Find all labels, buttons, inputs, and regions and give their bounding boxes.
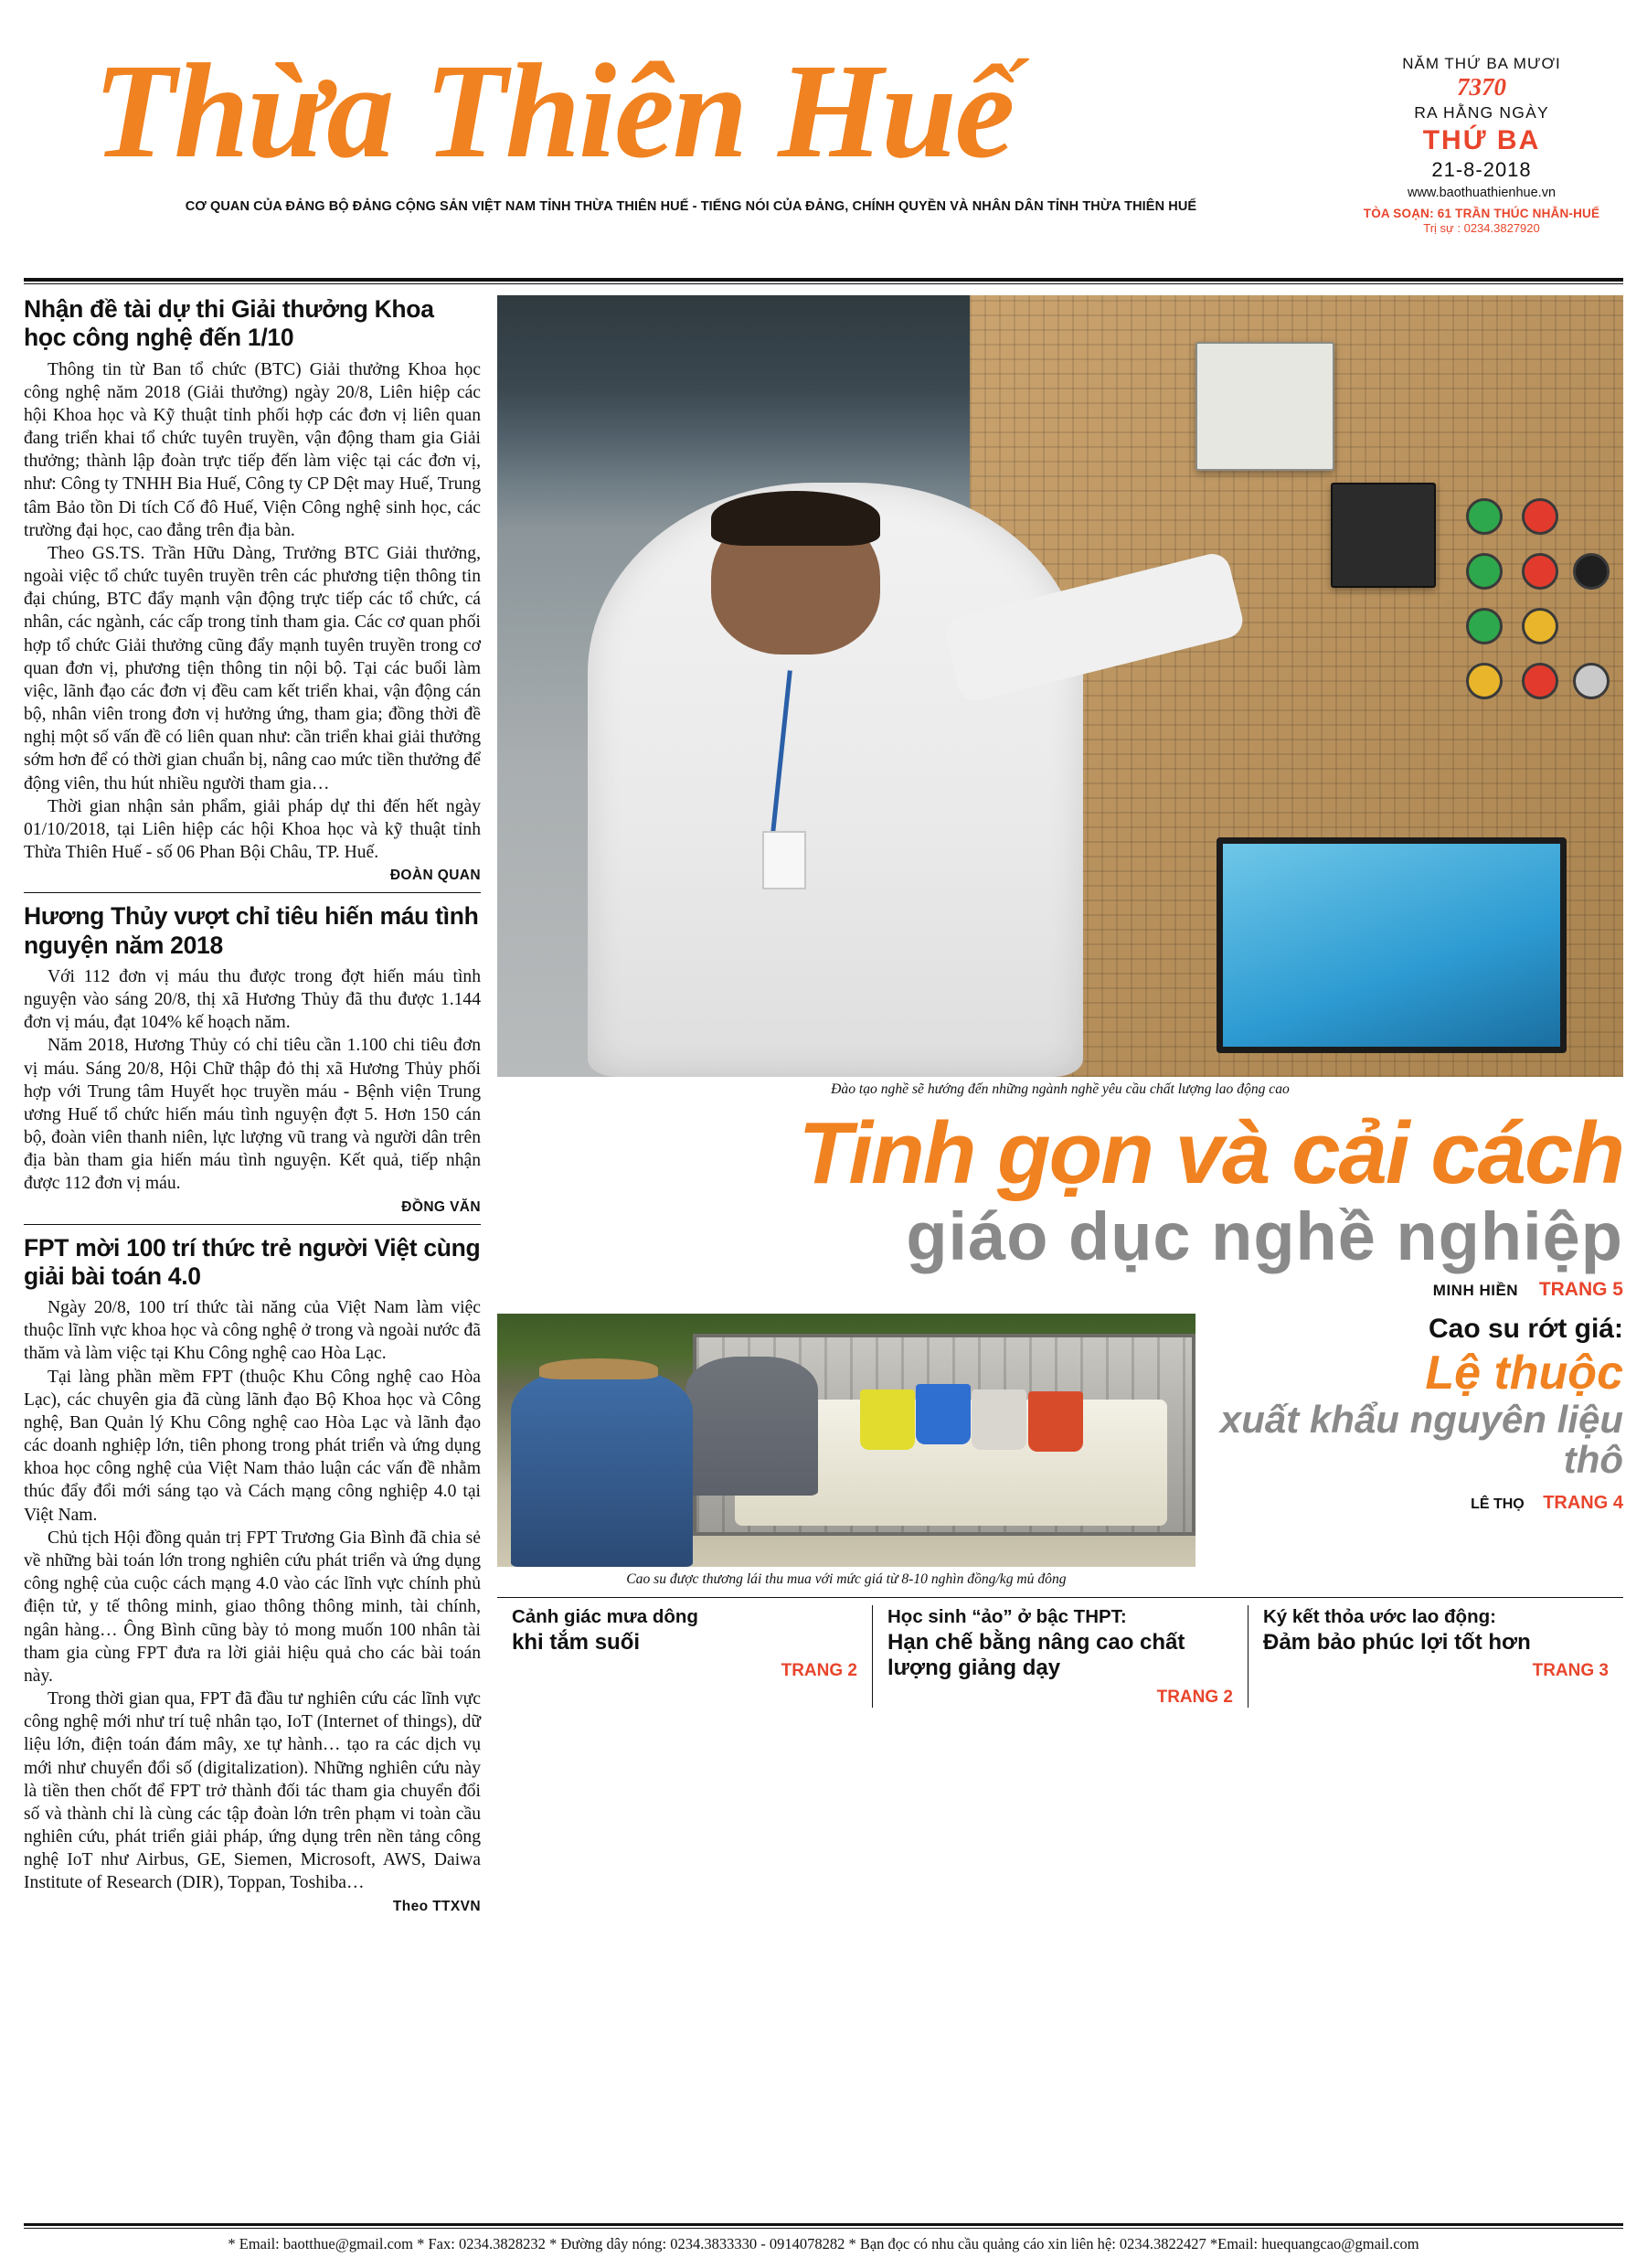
teaser-item-2[interactable] (872, 1605, 1248, 1709)
photo-indicator-green (1466, 608, 1503, 644)
teaser-1-kicker: Cảnh giác mưa dông (512, 1605, 698, 1627)
rubber-promo-line1: Lệ thuộc (1425, 1346, 1623, 1400)
main-photo (497, 295, 1623, 1077)
teaser-3-kicker: Ký kết thỏa ước lao động: (1263, 1605, 1496, 1627)
photo-indicator-red (1522, 553, 1558, 590)
feature-headline-line2: giáo dục nghề nghiệp (906, 1198, 1623, 1275)
article-1-headline[interactable]: Nhận đề tài dự thi Giải thưởng Khoa học công nghệ đến 1/10 (24, 295, 434, 352)
rubber-promo-line2: xuất khẩu nguyên liệu thô (1219, 1397, 1623, 1481)
teaser-3-main: Đảm bảo phúc lợi tốt hơn (1263, 1629, 1531, 1655)
footer-divider (24, 2223, 1623, 2226)
article-2-paragraph: Năm 2018, Hương Thủy có chỉ tiêu cần 1.100 chi tiêu đơn vị máu. Sáng 20/8, Hội Chữ thập đỏ thị xã Hương Thủy phối hợp với Trung tâm Huyết học truyền máu - Bệnh viện Trung ương Huế tổ chức hiến máu tình nguyện đợt 5. Hơn 150 cán bộ, đoàn viên thanh niên, lực lượng vũ trang và người dân trên địa bàn tham gia hiến máu tình nguyện. Kết quả, tiếp nhận được 112 đơn vị máu. (24, 1036, 481, 1194)
teaser-2-main: Hạn chế bằng nâng cao chất lượng giảng dạy (887, 1629, 1185, 1681)
main-photo-caption: Đào tạo nghề sẽ hướng đến những ngành nghề yêu cầu chất lượng lao động cao (831, 1081, 1290, 1097)
photo-monitor (1217, 837, 1567, 1053)
feature-author: MINH HIỀN (1432, 1281, 1519, 1299)
teaser-2-kicker: Học sinh “ảo” ở bậc THPT: (887, 1605, 1127, 1627)
article-1-byline: ĐOÀN QUAN (389, 868, 481, 884)
masthead (24, 0, 1623, 274)
masthead-right (1340, 0, 1623, 235)
teaser-1-page-ref[interactable]: TRANG 2 (781, 1661, 857, 1681)
article-3-headline[interactable]: FPT mời 100 trí thức trẻ người Việt cùng giải bài toán 4.0 (24, 1233, 481, 1290)
feature-page-ref[interactable]: TRANG 5 (1538, 1278, 1623, 1300)
photo-bucket-yellow (860, 1390, 915, 1450)
article-3-paragraph: Tại làng phần mềm FPT (thuộc Khu Công nghệ cao Hòa Lạc), các chuyên gia đã cùng lãnh đạo Bộ Khoa học và Công nghệ, Ban Quản lý Khu Công nghệ cao Hòa Lạc và lãnh đạo các doanh nghiệp lớn, tiên phong trong phát triển và ứng dụng khoa học công nghệ của Việt Nam thảo luận các vấn đề nhằm thúc đẩy đổi mới sáng tạo và Cách mạng công nghiệp 4.0 tại Việt Nam. (24, 1367, 481, 1525)
feature-headline-block[interactable] (497, 1104, 1623, 1301)
masthead-date: 21-8-2018 (1431, 157, 1532, 181)
footer-divider-thin (24, 2228, 1623, 2229)
rubber-author: LÊ THỌ (1471, 1496, 1525, 1512)
article-3-paragraph: Chủ tịch Hội đồng quản trị FPT Trương Gia Bình đã chia sẻ về những bài toán lớn trong nghiên cứu phát triển và ứng dụng công nghệ của cuộc cách mạng 4.0 vào các lĩnh vực chính phủ điện tử, y tế thông minh, giao thông thông minh, tài chính, ngân hàng… Ông Bình cũng bày tỏ mong muốn 100 nhân tài tham gia cùng FPT đưa ra lời giải hiệu quả cho các bài toán này. (24, 1528, 481, 1686)
rubber-photo-caption: Cao su được thương lái thu mua với mức giá từ 8-10 nghìn đồng/kg mủ đông (626, 1571, 1067, 1587)
rubber-promo-kicker: Cao su rớt giá: (1428, 1313, 1623, 1344)
photo-person-cap (539, 1358, 658, 1379)
article-1-paragraph: Thông tin từ Ban tổ chức (BTC) Giải thưởng Khoa học công nghệ năm 2018 (Giải thưởng) ngày 20/8, Liên hiệp các hội Khoa học và Kỹ thuật tỉnh phối hợp các đơn vị liên quan đang triển khai tổ chức tuyên truyền, vận động tham gia Giải thưởng; thành lập đoàn trực tiếp đến làm việc tại các đơn vị, như: Công ty TNHH Bia Huế, Công ty CP Dệt may Huế, Trung tâm Bảo tồn Di tích Cố đô Huế, Viện Công nghệ sinh học, các trường đại học, cao đẳng trên địa bàn. (24, 359, 481, 540)
teaser-3-page-ref[interactable]: TRANG 3 (1532, 1661, 1609, 1681)
article-1 (24, 295, 481, 884)
masthead-phone: Trị sự : 0234.3827920 (1423, 220, 1540, 235)
article-2-byline: ĐỒNG VĂN (401, 1198, 481, 1215)
photo-indicator-amber (1466, 663, 1503, 699)
rubber-promo[interactable] (1195, 1314, 1623, 1588)
article-3-byline: Theo TTXVN (392, 1898, 481, 1914)
article-1-paragraph: Thời gian nhận sản phẩm, giải pháp dự thi đến hết ngày 01/10/2018, tại Liên hiệp các hội Khoa học và kỹ thuật tỉnh Thừa Thiên Huế - số 06 Phan Bội Châu, TP. Huế. (24, 796, 481, 863)
masthead-subtitle: CƠ QUAN CỦA ĐẢNG BỘ ĐẢNG CỘNG SẢN VIỆT NAM TỈNH THỪA THIÊN HUẾ - TIẾNG NÓI CỦA ĐẢNG, CHÍNH QUYỀN VÀ NHÂN DÂN TỈNH THỪA THIÊN HUẾ (185, 199, 1197, 214)
photo-person-badge (762, 831, 806, 889)
masthead-weekday: THỨ BA (1422, 124, 1541, 155)
photo-person-first (511, 1368, 693, 1566)
masthead-year-line: NĂM THỨ BA MƯƠI (1402, 55, 1561, 72)
photo-bucket-red (1028, 1391, 1083, 1452)
teaser-item-1[interactable] (497, 1605, 872, 1709)
masthead-divider-thin (24, 283, 1623, 284)
footer-contact-line: * Email: baotthue@gmail.com * Fax: 0234.3828232 * Đường dây nóng: 0234.3833330 - 0914078282 * Bạn đọc có nhu cầu quảng cáo xin liên hệ: 0234.3822427 *Email: huequangcao@gmail.com (228, 2235, 1419, 2252)
photo-indicator-red (1522, 663, 1558, 699)
photo-indicator-green (1466, 553, 1503, 590)
feature-headline-line1: Tinh gọn và cải cách (798, 1104, 1623, 1202)
masthead-left (24, 0, 1340, 214)
article-2 (24, 902, 481, 1215)
masthead-website[interactable]: www.baothuathienhue.vn (1407, 185, 1557, 200)
page-footer (24, 2223, 1623, 2253)
photo-bucket-blue (916, 1384, 971, 1444)
photo-indicator-amber (1522, 608, 1558, 644)
photo-person-hair (711, 491, 880, 546)
teaser-row (497, 1597, 1623, 1709)
article-3-paragraph: Trong thời gian qua, FPT đã đầu tư nghiên cứu các lĩnh vực công nghệ mới như trí tuệ nhân tạo, IoT (Internet of things), dữ liệu lớn, điện toán đám mây, xe tự hành… tạo ra các dịch vụ mới như chuyển đổi số (digitalization). Những nghiên cứu này là tiền then chốt để FPT trở thành đối tác tham gia chuyển đổi số và thành chỉ là cùng các tập đoàn lớn trên phạm vi toàn cầu nghiên cứu, phát triển giải pháp, ứng dụng trên nền tảng công nghệ IoT như Airbus, GE, Siemen, Microsoft, AWS, Daiwa Institute of Research (DIR), Toppan, Toshiba… (24, 1689, 481, 1893)
rubber-photo-wrap (497, 1314, 1195, 1588)
right-column (497, 295, 1623, 2105)
teaser-item-3[interactable] (1248, 1605, 1623, 1709)
photo-indicator-dark (1573, 553, 1610, 590)
masthead-frequency: RA HẰNG NGÀY (1414, 102, 1549, 122)
left-column (24, 295, 481, 2105)
feature-credit (497, 1279, 1623, 1301)
photo-control-panel (1195, 342, 1334, 471)
rubber-photo (497, 1314, 1195, 1567)
photo-bucket-white (972, 1390, 1026, 1450)
photo-indicator-green (1466, 498, 1503, 535)
masthead-issue-number: 7370 (1457, 73, 1506, 101)
page-title: Thừa Thiên Huế (93, 37, 1014, 186)
article-2-headline[interactable]: Hương Thủy vượt chỉ tiêu hiến máu tình nguyện năm 2018 (24, 902, 479, 959)
teaser-1-main: khi tắm suối (512, 1629, 641, 1655)
masthead-divider (24, 278, 1623, 282)
teaser-2-page-ref[interactable]: TRANG 2 (1156, 1688, 1233, 1708)
article-3 (24, 1234, 481, 1915)
article-divider (24, 892, 481, 893)
article-3-paragraph: Ngày 20/8, 100 trí thức tài năng của Việt Nam làm việc thuộc lĩnh vực khoa học và công nghệ ở trong và ngoài nước đã thăm và làm việc tại Khu Công nghệ cao Hòa Lạc. (24, 1298, 481, 1364)
rubber-section (497, 1314, 1623, 1588)
masthead-office-address: TÒA SOẠN: 61 TRẦN THÚC NHẪN-HUẾ (1363, 206, 1600, 220)
content-area (24, 295, 1623, 2105)
article-divider (24, 1224, 481, 1225)
photo-person-second (685, 1357, 818, 1496)
rubber-page-ref[interactable]: TRANG 4 (1543, 1492, 1623, 1513)
article-1-paragraph: Theo GS.TS. Trần Hữu Dàng, Trưởng BTC Giải thưởng, ngoài việc tổ chức tuyên truyền trên các phương tiện thông tin đại chúng, BTC đẩy mạnh vận động trực tiếp các tổ chức, cá nhân, các ngành, các cấp trong tỉnh tham gia. Các cơ quan phối hợp tổ chức Giải thưởng cũng đẩy mạnh tuyên truyền trong cơ quan đơn vị, phương tiện thông tin nội bộ. Tại các buổi làm việc, lãnh đạo các đơn vị đều cam kết triển khai, vận động cán bộ, nhân viên trong đơn vị hưởng ứng, tham gia; đồng thời đề nghị một số vấn đề có liên quan như: cần triển khai giải thưởng sớm hơn để có thời gian chuẩn bị, nâng cao mức tiền thưởng để động viên, thu hút nhiều người tham gia… (24, 543, 481, 793)
photo-indicator-white (1573, 663, 1610, 699)
article-2-paragraph: Với 112 đơn vị máu thu được trong đợt hiến máu tình nguyện vào sáng 20/8, thị xã Hương Thủy đã thu được 1.144 đơn vị máu, đạt 104% kế hoạch năm. (24, 966, 481, 1033)
photo-breaker-box (1331, 483, 1436, 588)
rubber-promo-credit (1208, 1493, 1623, 1514)
